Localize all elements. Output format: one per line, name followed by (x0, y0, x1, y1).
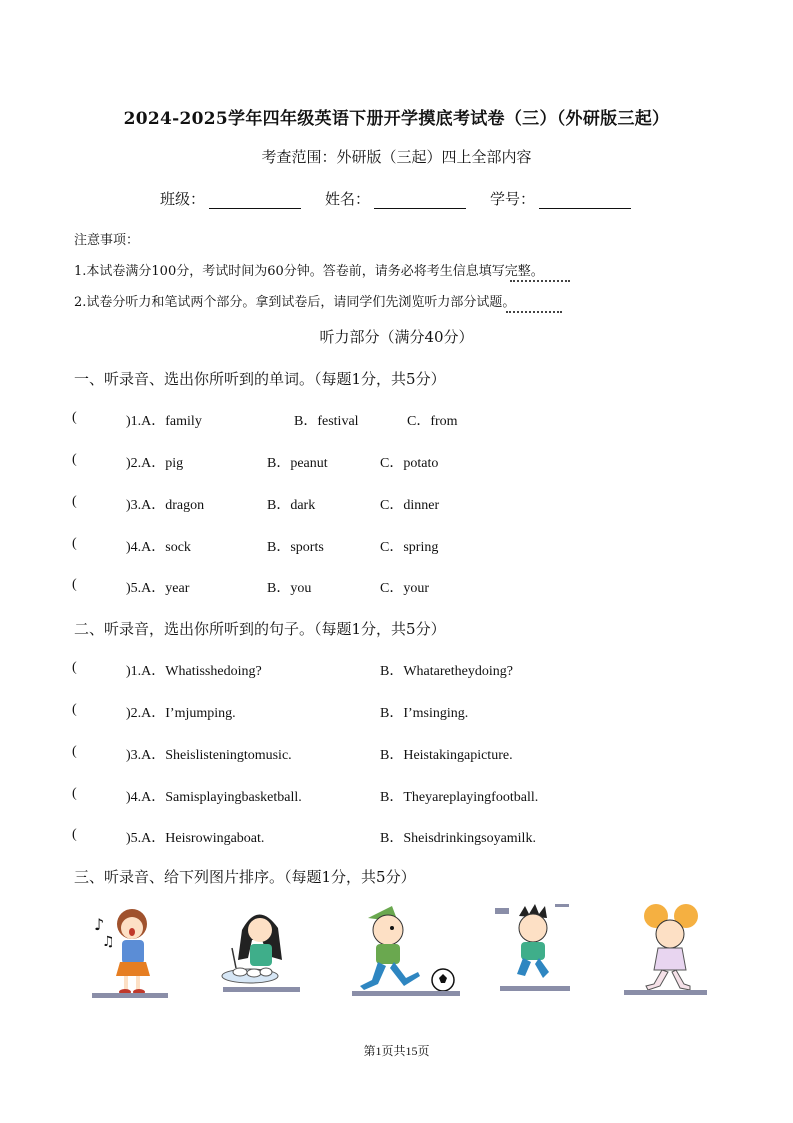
picture-ground-line (624, 990, 707, 995)
id-blank[interactable] (539, 191, 631, 209)
answer-paren-open[interactable]: ( (72, 702, 77, 717)
option-b: B．dark (267, 498, 316, 513)
section3-title: 三、听录音、给下列图片排序。（每题1分，共5分） (74, 868, 416, 886)
picture-ground-line (223, 987, 300, 992)
option-a: )4.A．Samisplayingbasketball. (126, 790, 302, 805)
name-label: 姓名： (325, 190, 371, 208)
option-a: )3.A．dragon (126, 498, 205, 513)
svg-text:♪: ♪ (94, 915, 105, 934)
option-c: C．your (380, 581, 429, 596)
option-b: B．Heistakingapicture. (380, 748, 513, 763)
jumping-boy-picture (495, 900, 575, 990)
page-title: 2024-2025学年四年级英语下册开学摸底考试卷（三）（外研版三起） (123, 109, 670, 129)
answer-paren-open[interactable]: ( (72, 410, 77, 425)
option-a: )2.A．I’mjumping. (126, 706, 236, 721)
soccer-boy-picture (348, 900, 463, 995)
option-b: B．peanut (267, 456, 328, 471)
singing-girl-picture (90, 900, 170, 1000)
option-b: B．I’msinging. (380, 706, 469, 721)
id-label: 学号： (490, 190, 536, 208)
option-b: B．Sheisdrinkingsoyamilk. (380, 831, 536, 846)
answer-paren-open[interactable]: ( (72, 660, 77, 675)
option-c: C．from (407, 414, 458, 429)
answer-paren-open[interactable]: ( (72, 577, 77, 592)
option-c: C．potato (380, 456, 439, 471)
option-a: )1.A．family (126, 414, 202, 429)
answer-paren-open[interactable]: ( (72, 744, 77, 759)
picture-ground-line (352, 991, 460, 996)
class-label: 班级： (160, 190, 206, 208)
notes-heading: 注意事项： (74, 233, 140, 248)
option-a: )3.A．Sheislisteningtomusic. (126, 748, 292, 763)
option-b: B．Theyareplayingfootball. (380, 790, 539, 805)
picture-ground-line (92, 993, 168, 998)
answer-paren-open[interactable]: ( (72, 452, 77, 467)
walking-girl-picture (632, 900, 707, 995)
name-blank[interactable] (374, 191, 466, 209)
option-a: )5.A．year (126, 581, 190, 596)
option-a: )1.A．Whatisshedoing? (126, 664, 262, 679)
option-a: )5.A．Heisrowingaboat. (126, 831, 265, 846)
eating-dumplings-girl-picture (218, 900, 300, 995)
notes-item-2: 2.试卷分听力和笔试两个部分。拿到试卷后，请同学们先浏览听力部分试题。 (74, 295, 516, 310)
answer-paren-open[interactable]: ( (72, 536, 77, 551)
class-blank[interactable] (209, 191, 301, 209)
option-b: B．sports (267, 540, 324, 555)
listening-part-title: 听力部分（满分40分） (319, 328, 474, 346)
svg-text:♫: ♫ (102, 934, 115, 950)
option-a: )4.A．sock (126, 540, 191, 555)
notes-item-1: 1.本试卷满分100分，考试时间为60分钟。答卷前，请务必将考生信息填写完整。 (74, 264, 544, 279)
picture-ground-line (500, 986, 570, 991)
option-b: B．festival (294, 414, 359, 429)
section2-title: 二、听录音，选出你所听到的句子。（每题1分，共5分） (74, 620, 446, 638)
answer-paren-open[interactable]: ( (72, 494, 77, 509)
emphasis-dots (506, 311, 562, 313)
option-b: B．Whataretheydoing? (380, 664, 513, 679)
answer-paren-open[interactable]: ( (72, 786, 77, 801)
option-c: C．spring (380, 540, 439, 555)
answer-paren-open[interactable]: ( (72, 827, 77, 842)
option-c: C．dinner (380, 498, 440, 513)
exam-scope: 考查范围：外研版（三起）四上全部内容 (261, 148, 532, 166)
emphasis-dots (510, 280, 570, 282)
option-a: )2.A．pig (126, 456, 184, 471)
section1-title: 一、听录音、选出你所听到的单词。（每题1分，共5分） (74, 370, 446, 388)
student-info-line (160, 188, 631, 209)
page-footer: 第1页共15页 (363, 1044, 430, 1058)
option-b: B．you (267, 581, 312, 596)
